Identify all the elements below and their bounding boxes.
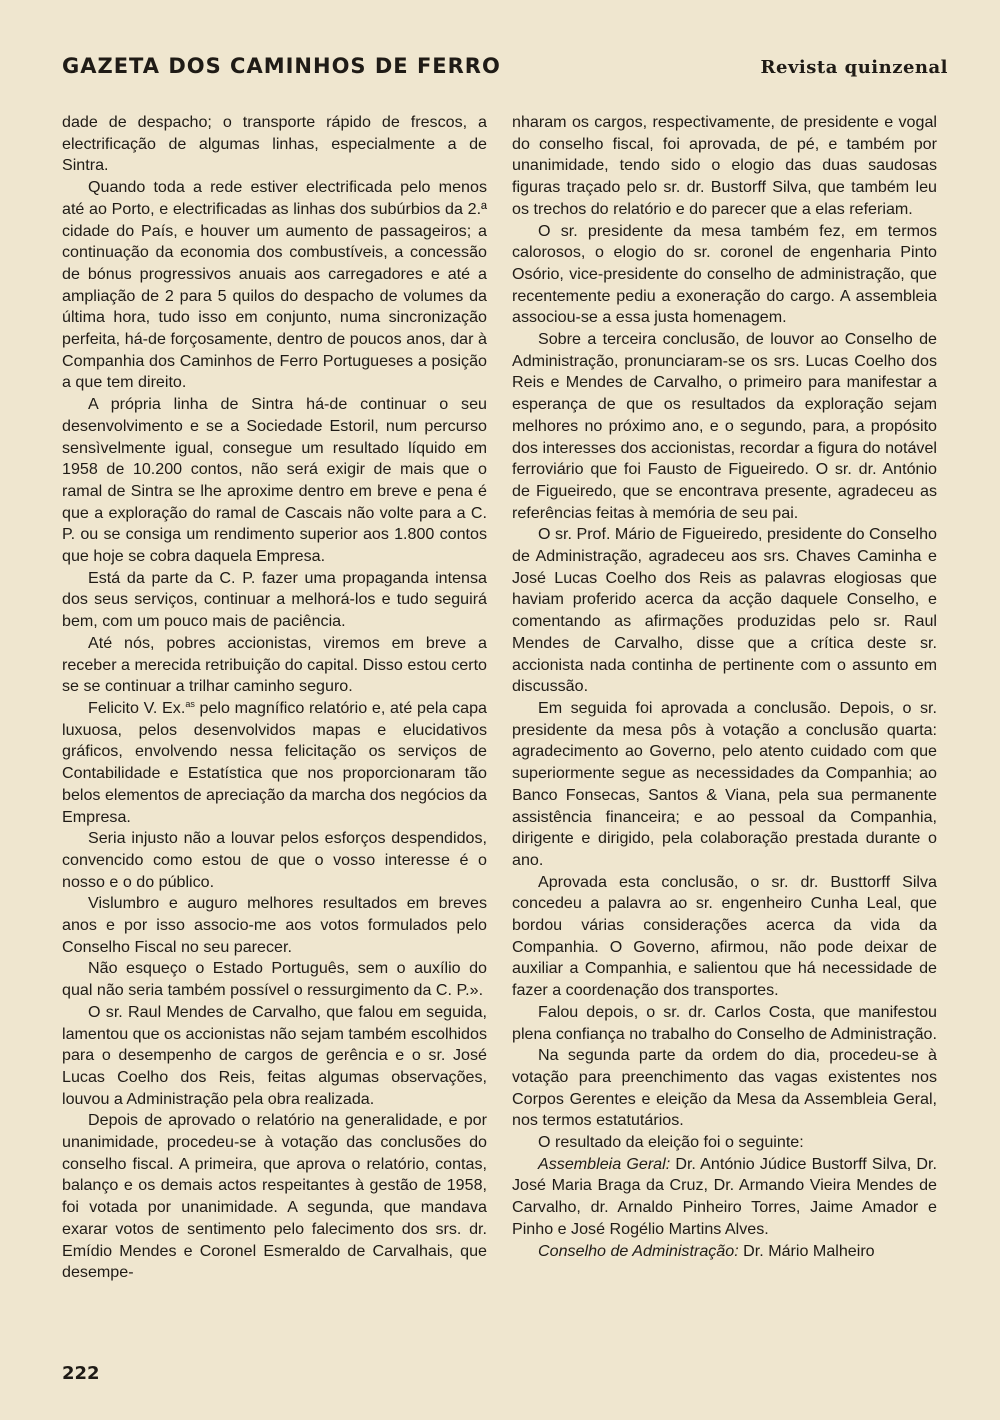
paragraph: nharam os cargos, respectivamente, de presidente e vogal do conselho fiscal, foi aprovada, de pé, e também por unanimidade, tendo sido o elogio das duas saudosas figuras traçado pelo sr. dr. Bustorff Silva, que também leu os trechos do relatório e do parecer que a elas referiam. xyxy=(512,113,937,218)
right-column xyxy=(512,112,937,1262)
paragraph: Na segunda parte da ordem do dia, procedeu-se à votação para preenchimento das vagas existentes nos Corpos Gerentes e eleição da Mesa da Assembleia Geral, nos termos estatutários. xyxy=(512,1046,937,1130)
paragraph: O sr. Raul Mendes de Carvalho, que falou em seguida, lamentou que os accionistas não sejam também escolhidos para o desempenho de cargos de gerência e o sr. José Lucas Coelho dos Reis, feitas algumas observações, louvou a Administração pela obra realizada. xyxy=(62,1002,487,1108)
section-label: Assembleia Geral: xyxy=(538,1154,671,1173)
paragraph xyxy=(512,1154,937,1241)
paragraph: Aprovada esta conclusão, o sr. dr. Busttorff Silva concedeu a palavra ao sr. engenheiro Cunha Leal, que bordou várias considerações acerca da vida da Companhia. O Governo, afirmou, não pode deixar de auxiliar a Companhia, e salientou que há necessidade de fazer a coordenação dos transportes. xyxy=(512,872,937,1000)
paragraph: Até nós, pobres accionistas, viremos em breve a receber a merecida retribuição do capital. Disso estou certo se se continuar a trilhar caminho seguro. xyxy=(62,633,487,696)
paragraph: O sr. Prof. Mário de Figueiredo, presidente do Conselho de Administração, agradeceu aos srs. Chaves Caminha e José Lucas Coelho dos Reis as palavras elogiosas que haviam proferido acerca da acção daquele Conselho, e comentando as afirmações produzidas pelo sr. Raul Mendes de Carvalho, disse que a crítica deste sr. accionista nada continha de pertinente com o assunto em discussão. xyxy=(512,525,937,696)
running-header xyxy=(62,48,948,78)
paragraph: Seria injusto não a louvar pelos esforços despendidos, convencido como estou de que o vosso interesse é o nosso e o do público. xyxy=(62,829,487,891)
left-column xyxy=(62,112,487,1284)
paragraph: A própria linha de Sintra há-de continuar o seu desenvolvimento e se a Sociedade Estoril, num percurso sensìvelmente igual, consegue um resultado líquido em 1958 de 10.200 contos, não será exigir de mais que o ramal de Sintra se lhe aproxime dentro em breve e pena é que a exploração do ramal de Cascais não volte para a C. P. ou se consiga um rendimento superior aos 1.800 contos que hoje se cobra daquela Empresa. xyxy=(62,395,487,566)
paragraph: dade de despacho; o transporte rápido de frescos, a electrificação de algumas linhas, especialmente a de Sintra. xyxy=(62,113,487,175)
journal-title: GAZETA DOS CAMINHOS DE FERRO xyxy=(62,54,501,78)
page-number: 222 xyxy=(62,1363,100,1384)
paragraph-text: Felicito V. Ex. xyxy=(88,698,186,717)
paragraph: O resultado da eleição foi o seguinte: xyxy=(538,1133,804,1152)
paragraph: Não esqueço o Estado Português, sem o auxílio do qual não seria também possível o ressurgimento da C. P.». xyxy=(62,959,487,1000)
section-label: Conselho de Administração: xyxy=(538,1241,739,1260)
journal-subtitle: Revista quinzenal xyxy=(760,57,948,78)
paragraph: Em seguida foi aprovada a conclusão. Depois, o sr. presidente da mesa pôs à votação a conclusão quarta: agradecimento ao Governo, pelo atento cuidado com que superiormente segue as necessidades da Companhia; ao Banco Fonsecas, Santos & Viana, pela sua permanente assistência financeira; e ao pessoal da Companhia, dirigente e dirigido, pela colaboração prestada durante o ano. xyxy=(512,698,937,869)
paragraph-text: Dr. António Júdice Bustorff Silva, Dr. José Maria Braga da Cruz, Dr. Armando Vieira Mendes de Carvalho, dr. Arnaldo Pinheiro Torres, Jaime Amador e Pinho e José Rogélio Martins Alves. xyxy=(512,1154,937,1238)
paragraph-text: Dr. Mário Malheiro xyxy=(738,1241,875,1260)
paragraph: Está da parte da C. P. fazer uma propaganda intensa dos seus serviços, continuar a melhorá-los e tudo seguirá bem, com um pouco mais de paciência. xyxy=(62,568,487,631)
paragraph: Sobre a terceira conclusão, de louvor ao Conselho de Administração, pronunciaram-se os srs. Lucas Coelho dos Reis e Mendes de Carvalho, o primeiro para manifestar a esperança de que os resultados da exploração sejam melhores no próximo ano, e o segundo, para, a propósito dos interesses dos accionistas, recordar a figura do notável ferroviário que foi Fausto de Figueiredo. O sr. dr. António de Figueiredo, que se encontrava presente, agradeceu as referências feitas à memória de seu pai. xyxy=(512,330,937,522)
paragraph xyxy=(62,698,487,828)
paragraph: Falou depois, o sr. dr. Carlos Costa, que manifestou plena confiança no trabalho do Conselho de Administração. xyxy=(512,1002,937,1043)
paragraph xyxy=(512,1241,937,1263)
paragraph: Vislumbro e auguro melhores resultados em breves anos e por isso associo-me aos votos formulados pelo Conselho Fiscal no seu parecer. xyxy=(62,894,487,956)
paragraph-text: pelo magnífico relatório e, até pela capa luxuosa, pelos desenvolvidos mapas e elucidativos gráficos, envolvendo nessa felicitação os serviços de Contabilidade e Estatística que nos proporcionaram tão belos elementos de apreciação da marcha dos negócios da Empresa. xyxy=(62,698,488,826)
paragraph: O sr. presidente da mesa também fez, em termos calorosos, o elogio do sr. coronel de engenharia Pinto Osório, vice-presidente do conselho de administração, que recentemente pediu a exoneração do cargo. A assembleia associou-se a essa justa homenagem. xyxy=(512,221,937,327)
paragraph: Quando toda a rede estiver electrificada pelo menos até ao Porto, e electrificadas as linhas dos subúrbios da 2.ª cidade do País, e houver um aumento de passageiros; a continuação da economia dos combustíveis, a concessão de bónus progressivos anuais aos carregadores e até a ampliação de 2 para 5 quilos do despacho de volumes da última hora, tudo isso em conjunto, numa sincronização perfeita, há-de forçosamente, dentro de poucos anos, dar à Companhia dos Caminhos de Ferro Portugueses a posição a que tem direito. xyxy=(62,178,487,392)
paragraph: Depois de aprovado o relatório na generalidade, e por unanimidade, procedeu-se à votação das conclusões do conselho fiscal. A primeira, que aprova o relatório, contas, balanço e os demais actos respeitantes à gestão de 1958, foi votada por unanimidade. A segunda, que mandava exarar votos de sentimento pelo falecimento dos srs. dr. Emídio Mendes e Coronel Esmeraldo de Carvalhais, que desempe- xyxy=(62,1111,487,1282)
superscript: as xyxy=(185,698,195,709)
